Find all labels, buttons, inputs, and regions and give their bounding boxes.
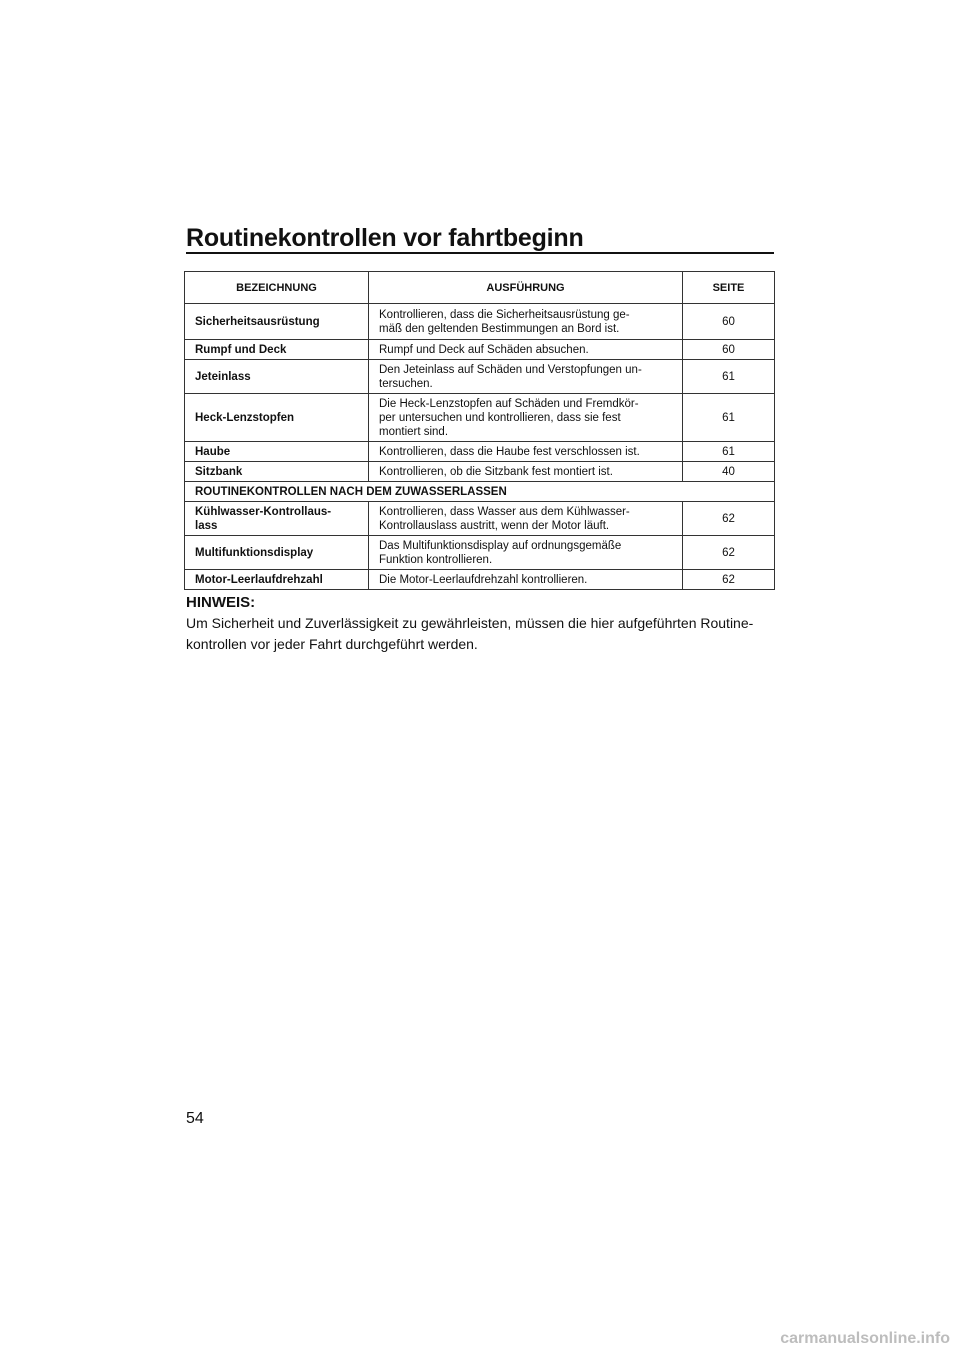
row-action: Die Heck-Lenzstopfen auf Schäden und Fremdkör- per untersuchen und kontrollieren, dass sie fest montiert sind. — [369, 394, 683, 442]
row-name: Multifunktionsdisplay — [185, 536, 369, 570]
row-page: 61 — [683, 360, 775, 394]
row-name: Kühlwasser-Kontrollaus- lass — [185, 502, 369, 536]
row-action: Kontrollieren, dass die Sicherheitsausrüstung ge- mäß den geltenden Bestimmungen an Bord ist. — [369, 304, 683, 340]
row-name: Jeteinlass — [185, 360, 369, 394]
row-name: Rumpf und Deck — [185, 340, 369, 360]
row-action: Die Motor-Leerlaufdrehzahl kontrollieren. — [369, 570, 683, 590]
note-text: Um Sicherheit und Zuverlässigkeit zu gewährleisten, müssen die hier aufgeführten Routine- kontrollen vor jeder Fahrt durchgeführt werden. — [186, 615, 754, 652]
row-page: 60 — [683, 340, 775, 360]
row-name: Motor-Leerlaufdrehzahl — [185, 570, 369, 590]
row-page: 62 — [683, 570, 775, 590]
table-row — [185, 340, 775, 360]
row-action: Das Multifunktionsdisplay auf ordnungsgemäße Funktion kontrollieren. — [369, 536, 683, 570]
table-section-row — [185, 482, 775, 502]
row-page: 40 — [683, 462, 775, 482]
table-row — [185, 536, 775, 570]
row-page: 61 — [683, 394, 775, 442]
row-name: Sicherheitsausrüstung — [185, 304, 369, 340]
page-number: 54 — [186, 1110, 204, 1127]
row-page: 61 — [683, 442, 775, 462]
table-row — [185, 304, 775, 340]
table-row — [185, 394, 775, 442]
row-action: Rumpf und Deck auf Schäden absuchen. — [369, 340, 683, 360]
table-row — [185, 502, 775, 536]
row-name: Haube — [185, 442, 369, 462]
title-rule — [186, 252, 774, 254]
table-row — [185, 442, 775, 462]
row-name: Sitzbank — [185, 462, 369, 482]
routine-check-table — [184, 271, 775, 590]
row-page: 60 — [683, 304, 775, 340]
row-action: Den Jeteinlass auf Schäden und Verstopfungen un- tersuchen. — [369, 360, 683, 394]
row-name: Heck-Lenzstopfen — [185, 394, 369, 442]
row-page: 62 — [683, 502, 775, 536]
section-label: ROUTINEKONTROLLEN NACH DEM ZUWASSERLASSEN — [185, 482, 775, 502]
column-header-action: AUSFÜHRUNG — [369, 272, 683, 304]
table-row — [185, 462, 775, 482]
column-header-page: SEITE — [683, 272, 775, 304]
row-action: Kontrollieren, dass die Haube fest verschlossen ist. — [369, 442, 683, 462]
column-header-name: BEZEICHNUNG — [185, 272, 369, 304]
table-row — [185, 360, 775, 394]
page-title: Routinekontrollen vor fahrtbeginn — [186, 224, 584, 252]
table-row — [185, 570, 775, 590]
watermark: carmanualsonline.info — [780, 1330, 950, 1347]
note-heading: HINWEIS: — [186, 594, 256, 611]
row-action: Kontrollieren, dass Wasser aus dem Kühlwasser- Kontrollauslass austritt, wenn der Motor läuft. — [369, 502, 683, 536]
row-action: Kontrollieren, ob die Sitzbank fest montiert ist. — [369, 462, 683, 482]
row-page: 62 — [683, 536, 775, 570]
table-header-row — [185, 272, 775, 304]
